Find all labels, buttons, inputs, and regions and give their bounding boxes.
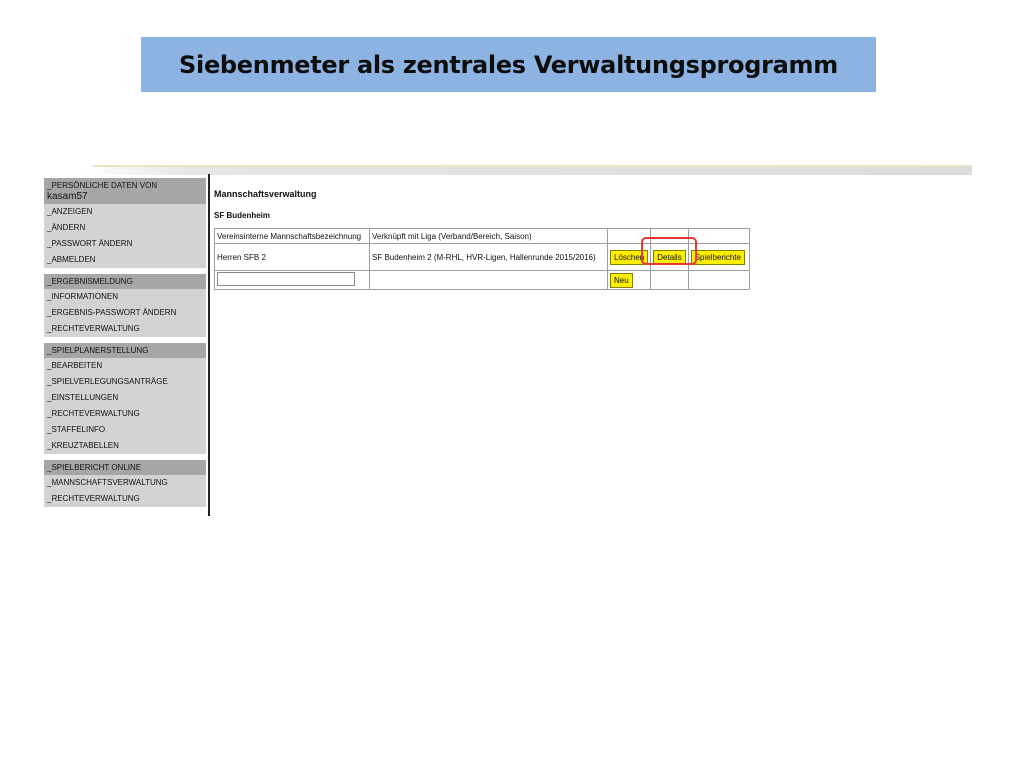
new-team-name-input[interactable] (217, 272, 355, 286)
reports-cell (688, 244, 749, 271)
column-header-team-name: Vereinsinterne Mannschaftsbezeichnung (215, 229, 370, 244)
sidebar-item-abmelden[interactable]: _ABMELDEN (44, 252, 206, 268)
sidebar-item-aendern[interactable]: _ÄNDERN (44, 220, 206, 236)
sidebar-item-ergebnis-passwort[interactable]: _ERGEBNIS-PASSWORT ÄNDERN (44, 305, 206, 321)
empty-header-cell (688, 229, 749, 244)
sidebar-item-passwort-aendern[interactable]: _PASSWORT ÄNDERN (44, 236, 206, 252)
page-title: Mannschaftsverwaltung (214, 189, 317, 199)
sidebar-item-spielverlegungsantraege[interactable]: _SPIELVERLEGUNGSANTRÄGE (44, 374, 206, 390)
sidebar-divider (208, 174, 210, 516)
column-header-league: Verknüpft mit Liga (Verband/Bereich, Saison) (370, 229, 608, 244)
sidebar-item-bearbeiten[interactable]: _BEARBEITEN (44, 358, 206, 374)
details-button[interactable]: Details (653, 250, 685, 265)
new-team-button[interactable]: Neu (610, 273, 633, 288)
details-highlight-annotation (641, 237, 697, 265)
main-content (214, 189, 317, 220)
sidebar-item-mannschaftsverwaltung[interactable]: _MANNSCHAFTSVERWALTUNG (44, 475, 206, 491)
empty-cell (370, 271, 608, 290)
sidebar-item-informationen[interactable]: _INFORMATIONEN (44, 289, 206, 305)
slide-title-banner (141, 37, 876, 92)
empty-cell (688, 271, 749, 290)
sidebar-header-personal (44, 178, 206, 204)
club-name: SF Budenheim (214, 211, 271, 220)
username: kasam57 (47, 191, 88, 202)
sidebar-item-staffelinfo[interactable]: _STAFFELINFO (44, 422, 206, 438)
sidebar-item-kreuztabellen[interactable]: _KREUZTABELLEN (44, 438, 206, 454)
sidebar-header-spielbericht-online: _SPIELBERICHT ONLINE (44, 460, 206, 475)
new-team-row (215, 271, 750, 290)
team-name-cell: Herren SFB 2 (215, 244, 370, 271)
slide-title: Siebenmeter als zentrales Verwaltungsprogramm (179, 50, 838, 79)
sidebar-item-rechteverwaltung-spielplan[interactable]: _RECHTEVERWALTUNG (44, 406, 206, 422)
sidebar-item-rechteverwaltung-spielbericht[interactable]: _RECHTEVERWALTUNG (44, 491, 206, 507)
game-reports-button[interactable]: Spielberichte (691, 250, 745, 265)
sidebar-header-ergebnismeldung: _ERGEBNISMELDUNG (44, 274, 206, 289)
top-divider-band (82, 165, 972, 175)
sidebar-item-anzeigen[interactable]: _ANZEIGEN (44, 204, 206, 220)
delete-button[interactable]: Löschen (610, 250, 648, 265)
sidebar-header-label: _PERSÖNLICHE DATEN VON (47, 181, 158, 190)
sidebar-item-einstellungen[interactable]: _EINSTELLUNGEN (44, 390, 206, 406)
empty-cell (651, 271, 688, 290)
sidebar-header-spielplanerstellung: _SPIELPLANERSTELLUNG (44, 343, 206, 358)
league-cell: SF Budenheim 2 (M-RHL, HVR-Ligen, Hallenrunde 2015/2016) (370, 244, 608, 271)
new-team-name-cell (215, 271, 370, 290)
new-cell (608, 271, 651, 290)
sidebar-item-rechteverwaltung-ergebnis[interactable]: _RECHTEVERWALTUNG (44, 321, 206, 337)
sidebar (44, 178, 206, 507)
